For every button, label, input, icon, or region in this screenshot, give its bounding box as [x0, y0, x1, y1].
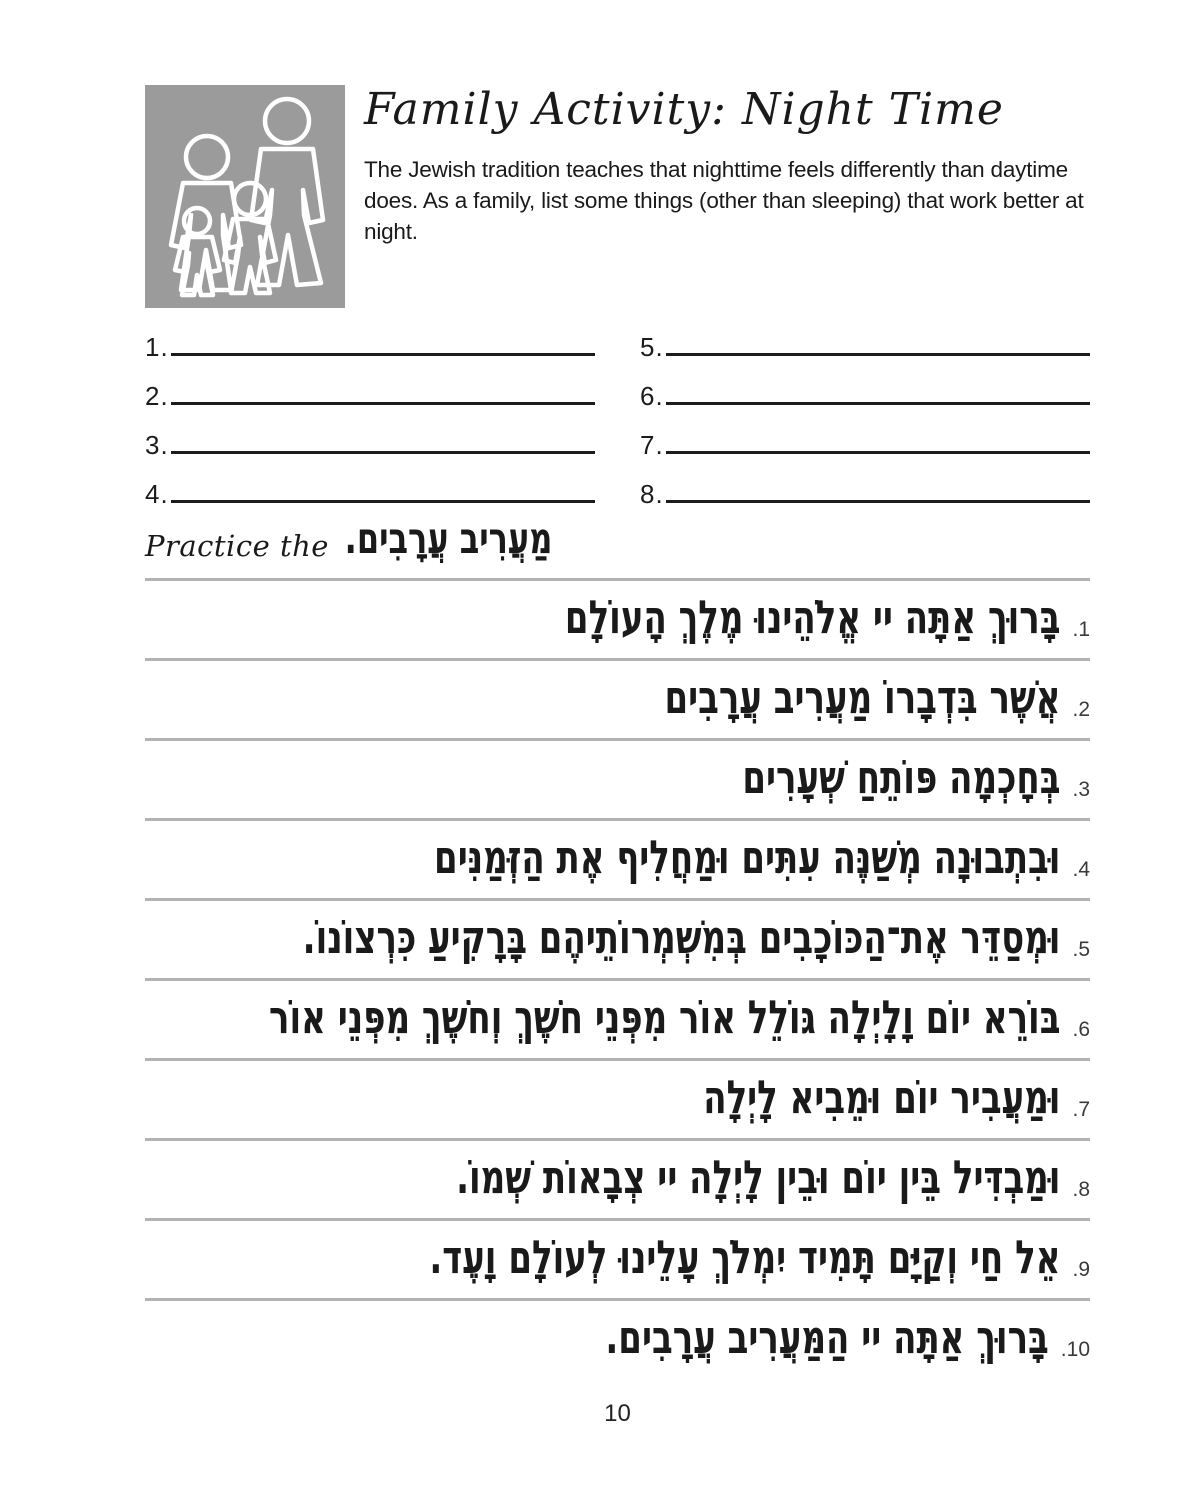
blank-item — [640, 412, 1090, 461]
blank-number: 1. — [145, 332, 169, 362]
prayer-line-text: אֵל חַי וְקַיָּם תָּמִיד יִמְלֹךְ עָלֵינוּ לְעוֹלָם וָעֶד. — [429, 1231, 1061, 1285]
page-number: 10 — [604, 1400, 631, 1427]
prayer-line-text: וּמְסַדֵּר אֶת־הַכּוֹכָבִים בְּמִשְׁמְרוֹתֵיהֶם בָּרָקִיעַ כִּרְצוֹנוֹ. — [302, 911, 1061, 965]
prayer-line — [145, 1138, 1090, 1218]
prayer-line-number: 5. — [1072, 938, 1090, 961]
blank-item — [145, 412, 595, 461]
blank-list — [145, 314, 1090, 510]
header-text — [364, 85, 1092, 308]
prayer-line-text: בָּרוּךְ אַתָּה יי הַמַּעֲרִיב עֲרָבִים. — [605, 1311, 1049, 1365]
blank-number: 6. — [640, 381, 664, 411]
prayer-line-text: וּבִתְבוּנָה מְשַׁנֶּה עִתִּים וּמַחֲלִיף אֶת הַזְּמַנִּים — [434, 831, 1061, 885]
prayer-line-number: 2. — [1072, 698, 1090, 721]
prayer-line-number: 10. — [1060, 1338, 1090, 1361]
blank-line[interactable] — [666, 500, 1090, 503]
blank-line[interactable] — [666, 402, 1090, 405]
prayer-line-number: 4. — [1072, 858, 1090, 881]
practice-heading — [145, 512, 1090, 578]
blank-item — [145, 314, 595, 363]
prayer-line-number: 8. — [1072, 1178, 1090, 1201]
prayer-line — [145, 978, 1090, 1058]
prayer-line-number: 6. — [1072, 1018, 1090, 1041]
blank-item — [640, 363, 1090, 412]
prayer-line-text: בָּרוּךְ אַתָּה יי אֱלֹהֵינוּ מֶלֶךְ הָעוֹלָם — [564, 591, 1061, 645]
prayer-line — [145, 818, 1090, 898]
blank-line[interactable] — [171, 402, 595, 405]
blank-line[interactable] — [666, 451, 1090, 454]
blank-number: 5. — [640, 332, 664, 362]
practice-hebrew-title: מַעֲרִיב עֲרָבִים. — [344, 512, 553, 564]
blank-item — [145, 461, 595, 510]
blank-line[interactable] — [171, 451, 595, 454]
prayer-line-text: בּוֹרֵא יוֹם וָלָיְלָה גּוֹלֵל אוֹר מִפְּנֵי חֹשֶׁךְ וְחֹשֶׁךְ מִפְּנֵי אוֹר — [268, 991, 1061, 1045]
prayer-line-number: 1. — [1072, 618, 1090, 641]
header — [145, 85, 1090, 308]
prayer-line-text: וּמַבְדִּיל בֵּין יוֹם וּבֵין לָיְלָה יי צְבָאוֹת שְׁמוֹ. — [456, 1151, 1061, 1205]
prayer-line — [145, 1298, 1090, 1378]
blank-line[interactable] — [171, 353, 595, 356]
page-title: Family Activity: Night Time — [364, 84, 1004, 135]
prayer-line-text: בְּחָכְמָה פּוֹתֵחַ שְׁעָרִים — [742, 751, 1061, 805]
blank-item — [640, 461, 1090, 510]
prayer-line — [145, 1218, 1090, 1298]
prayer-line — [145, 578, 1090, 658]
prayer-list — [145, 578, 1090, 1378]
intro-paragraph: The Jewish tradition teaches that nighttime feels differently than daytime does. As a family, list some things (other than sleeping) that work better at night. — [364, 156, 1084, 244]
blank-number: 2. — [145, 381, 169, 411]
practice-label: Practice the — [145, 529, 329, 563]
blank-number: 8. — [640, 479, 664, 509]
blank-item — [145, 363, 595, 412]
prayer-line — [145, 1058, 1090, 1138]
blank-line[interactable] — [171, 500, 595, 503]
prayer-line-text: וּמַעֲבִיר יוֹם וּמֵבִיא לָיְלָה — [703, 1071, 1061, 1125]
blank-number: 3. — [145, 430, 169, 460]
family-icon — [145, 85, 345, 308]
prayer-line — [145, 738, 1090, 818]
prayer-line — [145, 658, 1090, 738]
prayer-line-number: 3. — [1072, 778, 1090, 801]
blank-line[interactable] — [666, 353, 1090, 356]
blank-number: 7. — [640, 430, 664, 460]
blank-item — [640, 314, 1090, 363]
prayer-line — [145, 898, 1090, 978]
blank-number: 4. — [145, 479, 169, 509]
prayer-line-text: אֲשֶׁר בִּדְבָרוֹ מַעֲרִיב עֲרָבִים — [664, 671, 1061, 725]
prayer-line-number: 9. — [1072, 1258, 1090, 1281]
prayer-line-number: 7. — [1072, 1098, 1090, 1121]
